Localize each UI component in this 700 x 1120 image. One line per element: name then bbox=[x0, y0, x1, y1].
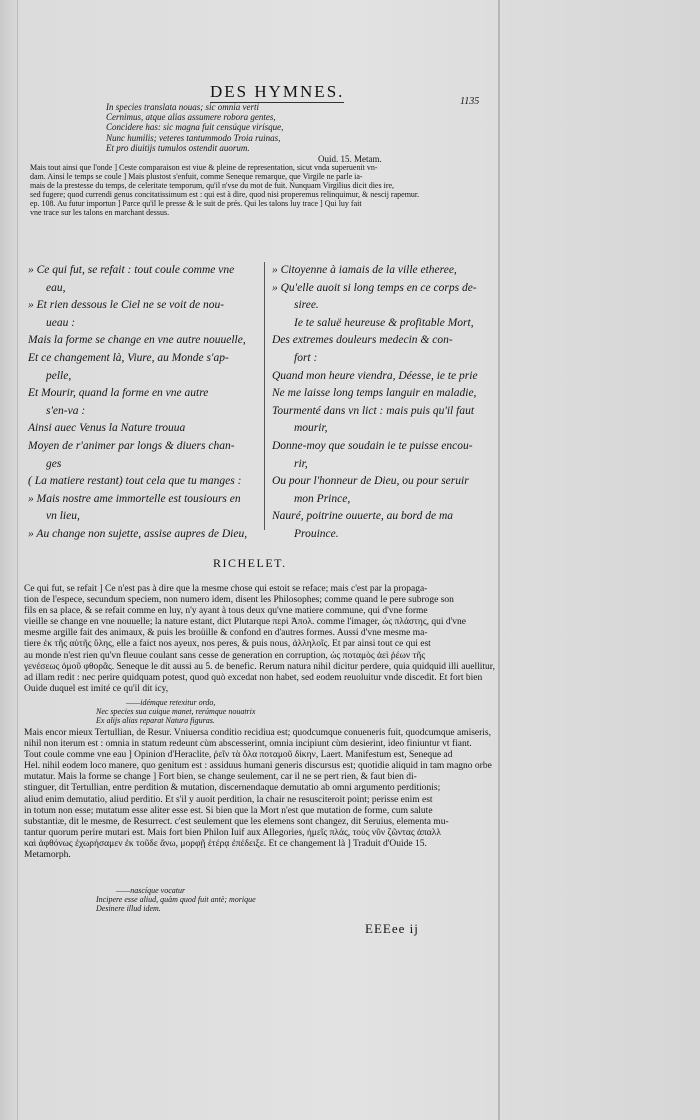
quote-line: ——nascíque vocatur bbox=[116, 886, 186, 895]
commentary-line: mutatur. Mais la forme se change ] Fort bien, se change seulement, car il ne se pert rien, & faut bien di- bbox=[24, 772, 417, 783]
quote-line: Ex alijs alias reparat Natura figuras. bbox=[96, 716, 215, 725]
verse-line: Mais la forme se change en vne autre nouuelle, bbox=[28, 334, 246, 347]
verse-line: Moyen de r'animer par longs & diuers chan- bbox=[28, 439, 235, 452]
intro-line: ep. 108. Au futur importun ] Parce qu'il le presse & le suit de prés. Qui les talons luy trace ] Qui luy fait bbox=[30, 199, 362, 208]
top-latin-quote bbox=[106, 102, 283, 153]
commentary-line: Metamorph. bbox=[24, 850, 71, 861]
intro-line: sed fugere; quod currendi genus concitatissimum est : qui est à dire, quod nisi properemus relinquimur, & nescij rapemur. bbox=[30, 190, 420, 199]
verse-line: mourir, bbox=[294, 422, 328, 435]
commentary-line: in totum non esse; mutatum esse aliter esse est. Si bien que la Mort n'est que mutation de forme, cum salute bbox=[24, 805, 433, 816]
commentary-line: vieille se change en vne nouuelle; la nature estant, dict Plutarque περὶ Ἀπολ. comme l'imager, ὡς πλάστης, qui d'vne bbox=[24, 617, 467, 628]
verse-line: Prouince. bbox=[294, 527, 339, 540]
page-number: 1135 bbox=[460, 96, 480, 107]
verse-line: » Au change non sujette, assise aupres de Dieu, bbox=[28, 527, 248, 540]
commentary-line: tantur quorum perire mutari est. Mais fort bien Philon Iuif aux Allegories, ἡμεῖς πλάς, τοὺς νῦν ζῶντας ἀπαλλ bbox=[24, 827, 441, 838]
verse-line: » Citoyenne à iamais de la ville etheree, bbox=[272, 264, 457, 276]
commentary-line: Ce qui fut, se refait ] Ce n'est pas à dire que la mesme chose qui estoit se reface; mais c'est par la propaga- bbox=[24, 584, 428, 594]
verse-line: Ie te saluë heureuse & profitable Mort, bbox=[294, 316, 474, 329]
column-divider bbox=[264, 262, 265, 530]
quote-line: Cernimus, atque alias assumere robora gentes, bbox=[106, 112, 276, 123]
quote-line: Nunc humilis; veteres tantummodo Troia ruinas, bbox=[106, 132, 281, 143]
page-edge-line bbox=[17, 0, 18, 1120]
commentary-heading: RICHELET. bbox=[213, 556, 287, 570]
poem-left-column bbox=[28, 262, 247, 544]
intro-commentary bbox=[30, 163, 419, 217]
verse-line: » Mais nostre ame immortelle est tousiours en bbox=[28, 492, 241, 505]
verse-line: rir, bbox=[294, 457, 308, 470]
quote-line: Desinere illud idem. bbox=[96, 904, 161, 913]
verse-line: Et Mourir, quand la forme en vne autre bbox=[28, 387, 209, 400]
poem-right-column bbox=[272, 262, 478, 544]
intro-line: vne trace sur les talons en marchant dessus. bbox=[30, 208, 170, 217]
intro-line: dam. Ainsi le temps se coule ] Mais plustost s'enfuit, comme Seneque remarque, que Virgile ne parle ia- bbox=[30, 172, 363, 181]
verse-line: Des extremes douleurs medecin & con- bbox=[272, 334, 453, 347]
quote-line: In species translata nouas; sic omnia verti bbox=[106, 102, 259, 112]
verse-line: » Et rien dessous le Ciel ne se voit de nou- bbox=[28, 299, 225, 312]
commentary-line: tion de l'espece, secundum speciem, non numero idem, disent les Philosophes; comme quand le pere subroge son bbox=[24, 595, 454, 606]
quote-line: Et pro diuitijs tumulos ostendit auorum. bbox=[106, 142, 250, 153]
verse-line: ( La matiere restant) tout cela que tu manges : bbox=[28, 475, 242, 488]
verse-line: Nauré, poitrine ouuerte, au bord de ma bbox=[272, 510, 454, 523]
verse-line: Ne me laisse long temps languir en maladie, bbox=[272, 387, 477, 400]
verse-line: siree. bbox=[294, 299, 319, 312]
commentary-line: tiere ἐκ τῆς αὐτῆς ὕλης, elle a faict nos ayeux, nos peres, & puis nous, ἀλληλοῖς. Et par ainsi tout ce qui est bbox=[24, 639, 431, 650]
verse-line: s'en-va : bbox=[46, 404, 86, 417]
verse-line: vn lieu, bbox=[46, 510, 80, 523]
quote-line: Nec species sua cuique manet, rerúmque nouatrix bbox=[96, 707, 256, 716]
commentary-line: γενέσεως ὁμοῦ φθορᾶς. Seneque le dit aussi au 5. de benefic. Rerum natura nihil dicitur perdere, quia quidquid illi auellitur, bbox=[24, 661, 495, 672]
quote-line: Incipere esse aliud, quàm quod fuit antè; morique bbox=[96, 895, 256, 904]
verse-line: mon Prince, bbox=[294, 492, 351, 505]
intro-line: mais de la prestesse du temps, de celeritate temporum, qu'il n'vse du mot de fuit. Nunquam Virgilius dicit dies ire, bbox=[30, 181, 395, 190]
verse-line: Tourmenté dans vn lict : mais puis qu'il faut bbox=[272, 404, 475, 417]
verse-line: » Qu'elle auoit si long temps en ce corps de- bbox=[272, 281, 477, 294]
commentary-line: au monde n'est rien qu'vn fleuue coulant sans cesse de generation en corruption, ὡς ποταμὸς ἀεὶ ῥέων τῆς bbox=[24, 650, 426, 661]
page-fold-line bbox=[498, 0, 500, 1120]
quote-line: ——idémque retexitur ordo, bbox=[126, 698, 216, 707]
commentary-line: mesme argille fait des animaux, & puis les broüille & confond en d'autres formes. Aussi d'vne mesme ma- bbox=[24, 628, 428, 639]
verse-line: Ainsi auec Venus la Nature trouua bbox=[28, 422, 186, 435]
signature-mark: EEEee ij bbox=[365, 921, 419, 936]
intro-line: Mais tout ainsi que l'onde ] Ceste comparaison est viue & pleine de representation, sicut vnda superuenit vn- bbox=[30, 163, 378, 172]
verse-line: Ou pour l'honneur de Dieu, ou pour seruir bbox=[272, 475, 469, 488]
verse-line: Et ce changement là, Viure, au Monde s'ap- bbox=[28, 351, 229, 364]
running-header: DES HYMNES. bbox=[210, 82, 345, 101]
verse-line: pelle, bbox=[46, 369, 72, 382]
commentary-part-1 bbox=[24, 584, 495, 695]
commentary-line: substantiæ, dit le mesme, de Resurrect. c'est seulement que les elemens sont changez, dit Seruius, elementa mu- bbox=[24, 816, 449, 827]
verse-line: fort : bbox=[294, 351, 318, 364]
commentary-line: καὶ ἀφθόνως ἐχωρήσαμεν ἐκ τοῦδε ἄνω, μορφῇ ἑτέρᾳ ἐπέδειξε. Et ce changement là ] Traduit d'Ouide 15. bbox=[24, 838, 427, 849]
commentary-line: Mais encor mieux Tertullian, de Resur. Vniuersa conditio recidiua est; quodcumque conueneris fuit, quodcumque amiseris, bbox=[24, 728, 492, 738]
commentary-line: ad illam redit : nec perire quidquam potest, quod quò excedat non habet, sed eodem reuoluitur vnde discedit. Et fort bien bbox=[24, 672, 483, 683]
commentary-line: stinguer, dit Tertullian, entre perdition & mutation, discernendaque demutatio ab omni argumento perditionis; bbox=[24, 783, 441, 794]
top-quote-reference: Ouid. 15. Metam. bbox=[318, 154, 382, 164]
closing-quote bbox=[96, 886, 256, 913]
commentary-line: nihil non iterum est : omnia in statum redeunt cùm abscesserint, omnia incipiunt cùm desierint, ideo finiuntur vt fiant. bbox=[24, 739, 472, 750]
verse-line: Quand mon heure viendra, Déesse, ie te prie bbox=[272, 369, 478, 382]
verse-line: eau, bbox=[46, 281, 66, 294]
verse-line: ueau : bbox=[46, 316, 76, 329]
commentary-line: Ouide duquel est imité ce qu'il dit icy, bbox=[24, 683, 169, 694]
quote-line: Concidere has: sic magna fuit censúque virísque, bbox=[106, 122, 284, 133]
ovid-quote bbox=[96, 698, 255, 725]
commentary-part-2 bbox=[24, 728, 492, 861]
commentary-line: Hel. nihil eodem loco manere, quo genitum est : assiduus humani generis discursus est; quotidie aliquid in tam magno orbe bbox=[24, 761, 492, 772]
verse-line: Donne-moy que soudain ie te puisse encou- bbox=[272, 439, 473, 452]
verse-line: ges bbox=[46, 457, 62, 470]
commentary-line: fils en sa place, & se refait comme en luy, n'y ayant à tous deux qu'vne matiere commune, qui d'vne forme bbox=[24, 606, 428, 617]
commentary-line: Tout coule comme vne eau ] Opinion d'Heraclite, ῥεῖν τὰ ὅλα ποταμοῦ δίκην, Laert. Manifestum est, Seneque ad bbox=[24, 750, 453, 761]
verse-line: » Ce qui fut, se refait : tout coule comme vne bbox=[28, 264, 235, 276]
commentary-line: aliud enim demutatio, aliud perditio. Et s'il y auoit perdition, la chair ne resusciteroit point; perisse enim est bbox=[24, 794, 433, 805]
